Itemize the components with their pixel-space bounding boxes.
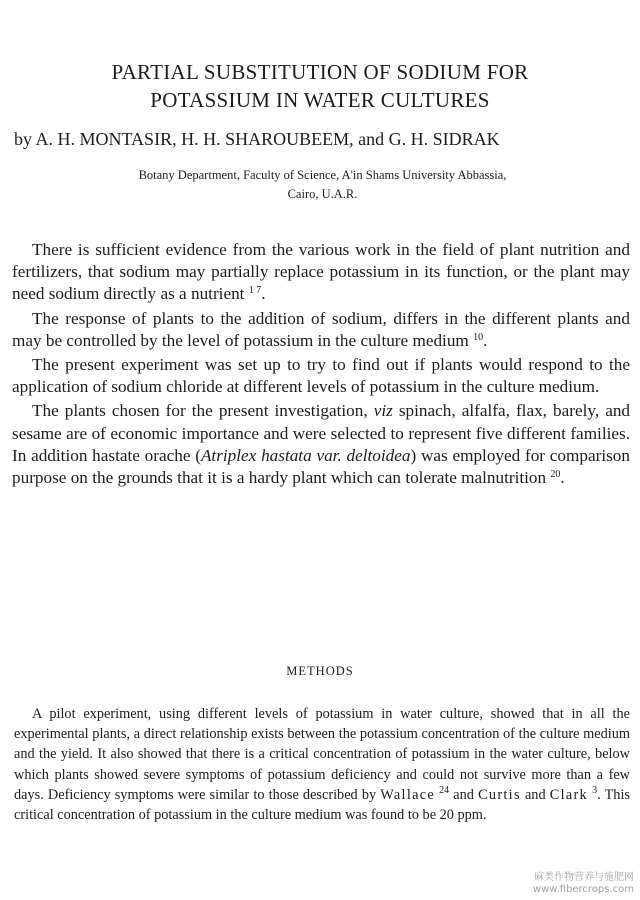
reference-marker: 20 [550, 469, 561, 481]
reference-marker: 3 [592, 784, 598, 796]
title-line-1: PARTIAL SUBSTITUTION OF SODIUM FOR [111, 60, 529, 84]
title-line-2: POTASSIUM IN WATER CULTURES [150, 88, 490, 112]
methods-paragraph [14, 704, 630, 825]
species-name: Atriplex hastata var. deltoidea [200, 445, 411, 465]
introduction [12, 239, 630, 489]
paragraph-4-text-b: spinach, alfalfa, flax, barely, and sesame are of economic importance and were selected to represent five different families. In addition hastate orache ( [12, 401, 631, 465]
methods-heading: METHODS [286, 664, 354, 678]
paragraph-1-end: . [261, 284, 266, 304]
methods-section [14, 704, 630, 825]
reference-marker: 24 [439, 784, 450, 796]
affiliation-line-2: Cairo, U.A.R. [287, 187, 358, 201]
methods-text-b: . This critical concentration of potassium in the culture medium was found to be 20 ppm. [14, 786, 630, 824]
cited-author: Wallace [380, 786, 436, 803]
paragraph-3: The present experiment was set up to try to find out if plants would respond to the application of sodium chloride at different levels of potassium in the culture medium. [12, 355, 630, 397]
site-watermark [533, 872, 634, 896]
reference-marker: 1 7 [248, 285, 262, 297]
paper-title [0, 58, 640, 114]
methods-and: and [453, 786, 474, 803]
watermark-line-2: www.fibercrops.com [532, 884, 634, 895]
paragraph-1-text: There is sufficient evidence from the various work in the field of plant nutrition and fertilizers, that sodium may partially replace potassium in its function, or the plant may need sodium directly as a nutrient [12, 240, 630, 304]
paragraph-4-text-a: The plants chosen for the present investigation, [32, 401, 368, 421]
paragraph-2-text: The response of plants to the addition of sodium, differs in the different plants and may be controlled by the level of potassium in the culture medium [12, 308, 630, 350]
paragraph-2-end: . [483, 330, 488, 350]
affiliation [40, 166, 605, 204]
paragraph-2 [12, 308, 630, 352]
cited-author: Curtis [478, 786, 521, 803]
affiliation-line-1: Botany Department, Faculty of Science, A'in Shams University Abbassia, [138, 168, 507, 182]
paragraph-4-viz: viz [373, 401, 393, 421]
author-line: by A. H. MONTASIR, H. H. SHAROUBEEM, and G. H. SIDRAK [14, 129, 500, 149]
reference-marker: 10 [473, 331, 484, 343]
cited-author: Clark [549, 786, 588, 803]
paragraph-4-end: . [560, 468, 565, 488]
paragraph-1 [12, 239, 630, 306]
paragraph-4 [12, 400, 630, 489]
watermark-line-1: 麻类作物营养与施肥网 [534, 872, 634, 883]
methods-and: and [524, 786, 546, 803]
paragraph-4-text-c: ) was employed for comparison purpose on the grounds that it is a hardy plant which can tolerate malnutrition [12, 445, 630, 488]
methods-text-a: A pilot experiment, using different levels of potassium in water culture, showed that in all the experimental plants, a direct relationship exists between the potassium concentration of the culture medium and the yield. It also showed that there is a critical concentration of potassium in the water culture, below which plants showed severe symptoms of potassium deficiency and could not survive more than a few days. Deficiency symptoms were similar to those described by [14, 706, 630, 803]
